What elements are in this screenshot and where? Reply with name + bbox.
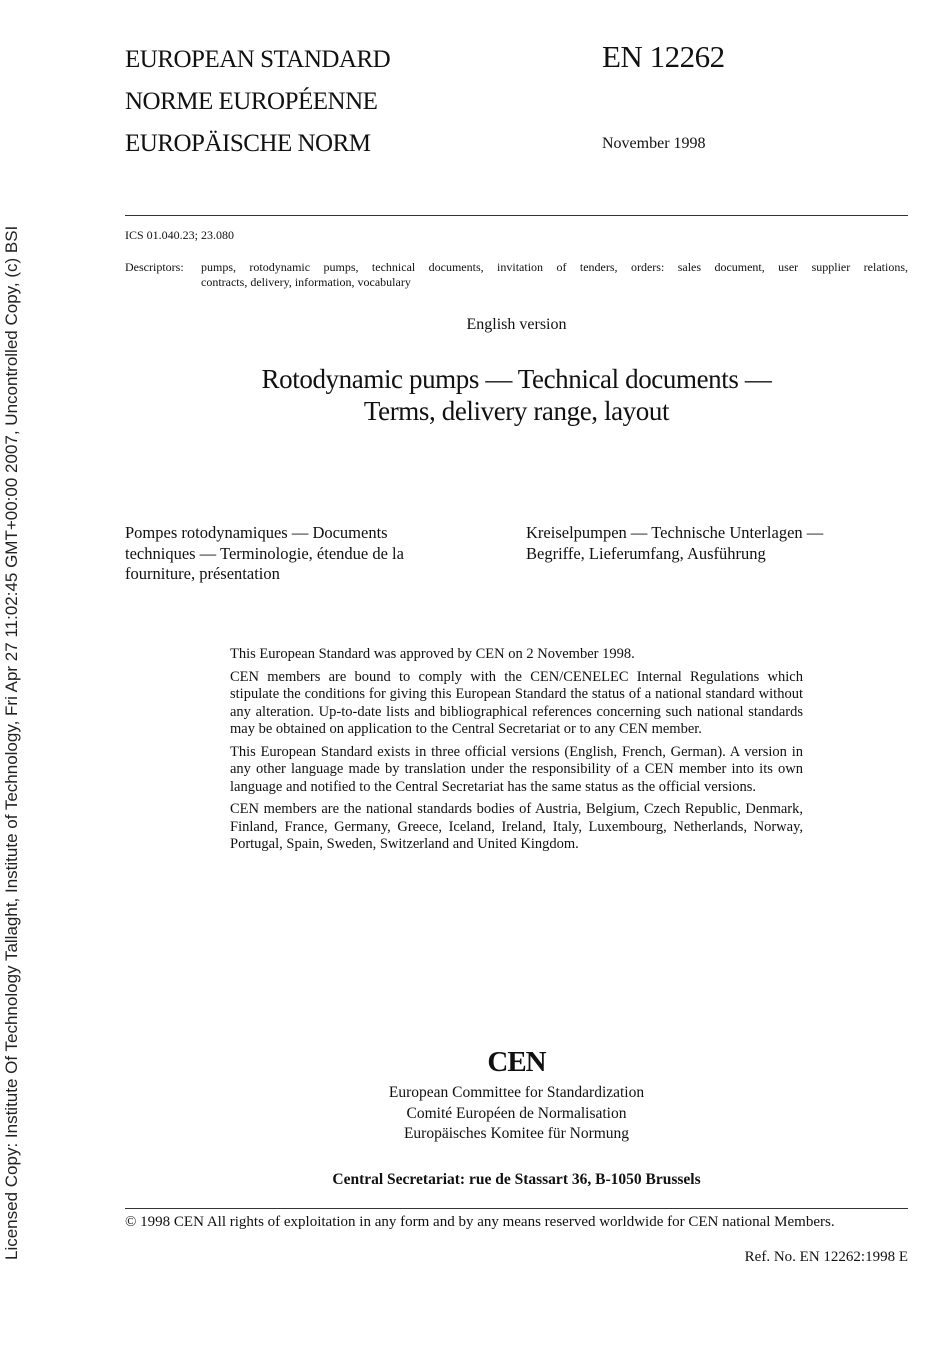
- french-title: [125, 523, 404, 585]
- cen-name-english: European Committee for Standardization: [388, 1084, 645, 1101]
- approval-paragraph-2: CEN members are bound to comply with the CEN/CENELEC Internal Regulations which stipulate the conditions for giving this European Standard the status of a national standard without any alteration. Up-to-date lists and bibliographical references concerning such national standards may be obtained on application to the Central Secretariat or to any CEN member.: [230, 668, 803, 737]
- descriptors-label: Descriptors:: [125, 260, 184, 274]
- header-european-standard: EUROPEAN STANDARD: [125, 46, 391, 73]
- approval-paragraph-3: This European Standard exists in three official versions (English, French, German). A version in any other language made by translation under the responsibility of a CEN member into its own language and notified to the Central Secretariat has the same status as the official versions.: [230, 743, 803, 795]
- french-title-line-3: fourniture, présentation: [125, 564, 280, 583]
- cen-logo: CEN: [487, 1046, 546, 1078]
- copyright-notice: © 1998 CEN All rights of exploitation in any form and by any means reserved worldwide for CEN national Members.: [125, 1214, 835, 1230]
- cen-name-french: Comité Européen de Normalisation: [406, 1104, 627, 1122]
- document-title: [125, 363, 908, 427]
- language-version: English version: [466, 316, 567, 333]
- title-line-2: Terms, delivery range, layout: [363, 396, 670, 426]
- french-title-line-2: techniques — Terminologie, étendue de la: [125, 543, 404, 563]
- header-europaische-norm: EUROPÄISCHE NORM: [125, 130, 371, 157]
- license-watermark: Licensed Copy: Institute Of Technology Tallaght, Institute of Technology, Fri Apr 27 11:02:45 GMT+00:00 2007, Uncontrolled Copy, (c) BSI: [2, 225, 21, 1260]
- german-title: [526, 523, 823, 564]
- header-norme-europeenne: NORME EUROPÉENNE: [125, 88, 378, 115]
- cen-name-german: Europäisches Komitee für Normung: [403, 1125, 630, 1142]
- publication-date: November 1998: [602, 135, 706, 152]
- ics-code: ICS 01.040.23; 23.080: [125, 228, 235, 242]
- header-divider: [125, 215, 908, 216]
- standard-number: EN 12262: [602, 39, 725, 74]
- german-title-line-2: Begriffe, Lieferumfang, Ausführung: [526, 543, 766, 563]
- approval-paragraph-1: This European Standard was approved by CEN on 2 November 1998.: [230, 646, 635, 662]
- reference-number: Ref. No. EN 12262:1998 E: [744, 1249, 908, 1265]
- german-title-line-1: Kreiselpumpen — Technische Unterlagen —: [526, 523, 824, 542]
- central-secretariat-address: Central Secretariat: rue de Stassart 36, B-1050 Brussels: [332, 1171, 701, 1188]
- cen-names: [125, 1083, 908, 1145]
- approval-paragraph-4: CEN members are the national standards bodies of Austria, Belgium, Czech Republic, Denmark, Finland, France, Germany, Greece, Iceland, Ireland, Italy, Luxembourg, Netherlands, Norway, Portugal, Spain, Sweden, Switzerland and United Kingdom.: [230, 801, 803, 852]
- title-line-1: Rotodynamic pumps — Technical documents —: [261, 364, 772, 394]
- descriptors-line-2: contracts, delivery, information, vocabulary: [201, 275, 411, 289]
- descriptors-line-1: pumps, rotodynamic pumps, technical documents, invitation of tenders, orders: sales document, user supplier relations,: [201, 260, 908, 274]
- french-title-line-1: Pompes rotodynamiques — Documents: [125, 523, 388, 542]
- approval-section: [230, 646, 803, 859]
- footer-divider: [125, 1208, 908, 1209]
